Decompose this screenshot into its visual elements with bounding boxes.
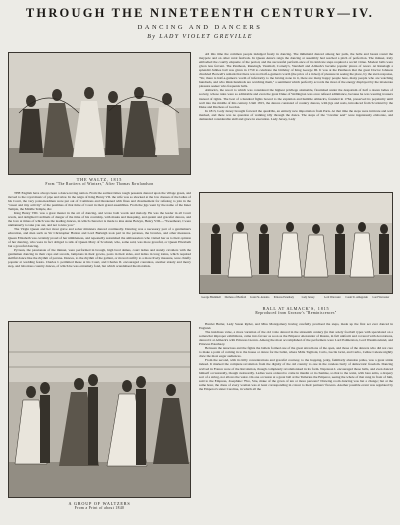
paragraph: Pyrrean, the passionate of the minuet, were performed in brough, high bred dames, court ladies and stately cavaliers with the gentlemen dancing in their caps and swords, lampions in their gowns, posts in their sides, and ladies in long trains, which required skillful dance like the rhythm of pavane. Dances, to the rhythm of the gallant, or moved swiftly to a more lively measure, were chiefly popular at wedding feasts. Charles I. permitted these at his Court, and Charles II. encouraged courantos, another stately and merry step, and laborious country dances, of which he was extremely fond, but which scandalised the moralists. (8, 247, 191, 268)
article-byline: By LADY VIOLET GREVILLE (147, 34, 253, 40)
article-column-right-bottom (199, 322, 393, 518)
waltzers-caption-credit: From a Print of about 1840 (74, 506, 125, 510)
figure-name: Count St. Aldegonde (345, 296, 368, 299)
figure-name: Count St. Antonio (249, 296, 270, 299)
paragraph: The insidious valse, a more variation of the old volte danced in the sixteenth century (in that solely football types with speculated on a somewhat improper exhibitions, came into favour as soon as the Emperor Alexander of Russia, in full uniform and covered with decorations, danced it at Almack's with Princess Lieven. Among the most accomplished of the performers were Lord Palmerston, Lord Westmoreland, and Princess Esterhazy. (199, 330, 393, 347)
paragraph: Between the tenacious and the fights the ballets formed one of the great attractions of the open, and those of the dancers who did not care to make a point of coming in to the house or dance for the ballet, where Mdle Taglioni, Carlo, Lucile Grisi, and Cerito, Celine Celeste nightly drew the most eager audiences. (199, 346, 393, 359)
paragraph: THE English have always been a dance-loving nation. From the earliest times rough peasants danced upon the village green, and moved to the royal music of pipe and tabor. In the reign of King Henry VII. the wife was so shocked at the low dresses of the ladies of his Court, the very poles-headmen were put out of Commons and threatened with fines and chastisement for refusing to join in the "sweet and tiny activity" of the pastimes of that time of Court in their grand assemblies. From the jigs went by the name of the Inner Temple, the Middle Temple, &c. (8, 191, 191, 212)
paragraph: From the second, with its hilly concentrations and graceful courtesy, to the hopping, jerky, familiarly abandon polka, was a great stride indeed. It marked the complete revolution from the dignity of the old country to one in the careless burly of democratic freedom. Dancing revived in France were of the Revolution, though completely revolutionised in its form. Napoleon I. encouraged those balls, and even danced himself occasionally, though awkwardly. Ladies were ordered to come in muslin or in chemise, so that to the waist, with bare arms, a drapery sort of a string, not allows the waist. On one occasion at a great ball at the Tuileries the Emperor, seeing the whole of that rung in front of him, said to the Empress, Josephine: 'Fire, Sire, make of the gown of ten or more persons!' Drawing room dancing was but a change; but at the same hour, the dress of every woman was at least corresponding in colour to their partners' flowers. Another possible event was regulated by the Emperor's sister Caroline, in which all the (199, 358, 393, 391)
waltzers-caption: A GROUP OF WALTZERS (68, 501, 131, 506)
waltz-caption: THE WALTZ, 1815 (76, 177, 123, 182)
figure-name: Lady Jersey (301, 296, 315, 299)
paragraph: The Virgin Queen and her most grave and sober ministers danced continually. Dancing was a necessary part of a gentleman's education, and men such as Sir Christopher Hatton and Lord Burleigh took part in the pavanes, the brawles, and other measures. Queen Elizabeth was certainly proud of her nimbleness, and repeatedly astonished the ambassadors who visited her as to their opinion of her dancing, who were in fact obliged to talk of Queen Mary of Scotland, who, some said, was more graceful, or Queen Elizabeth but a graceful dancing. (8, 227, 191, 248)
figure-name: George Brummell (201, 296, 221, 299)
paragraph: King Henry VIII. was a great master in the art of dancing, and wrote both words and melody. He was the leader in all Court revels, and delighted Cardinals of danger of the time of his courtship, with masks and masquing, and quaint and graceful dances, and the love at times of which was the leading dances, in which character is made to kiss Anne Boleyn, Henry VIII.—"Sweetheart, I were unmannerly to take you out, and not to kiss you." (8, 211, 191, 228)
figure-name: Lord Worcester (324, 296, 341, 299)
waltz-illustration (8, 52, 191, 175)
figure-name: Duchess of Bedford (224, 296, 247, 299)
page-title: THROUGH THE NINETEENTH CENTURY—IV. (25, 6, 375, 20)
paragraph: Almack's, the resort to which was considered the highest privilege attainable, flourished under the despotism of half a dozen ladies of society, whose rules were so admirable and even the great Duke of Wellington was once refused admittance, because he was wearing trousers instead of tights. The best of a hundred fights bowed to the expiation and humble Almack's, founded in 1764, preserved its popularity until well into the middle of this century. Until 1815, the dances consisted of country dances, with jigs and reels, introduced from Scotland by the Duke and Duchess of Gordon. (199, 88, 393, 109)
waltzers-illustration (8, 321, 191, 498)
figure-name: Lord Worcester (372, 296, 390, 299)
paragraph: Harriet Butler, Lady Susan Ryder, and Miss Montgomery having carefully practised the steps, made up the first set ever danced in England. (199, 322, 393, 331)
figure-name: Princess Esterhazy (273, 296, 294, 299)
almacks-figure-names (199, 296, 393, 299)
almacks-caption: BALL AT ALMACK'S, 1815 (262, 306, 330, 311)
article-subtitle: DANCING AND DANCERS (137, 24, 263, 31)
waltz-caption-credit: From "The Rurtiers of Wintzer," After Thomas Rowlandson (45, 182, 154, 186)
paragraph: All this time the common people indulged freely in dancing. The milkmaid danced among her pails, the belle and beaux round the maypole and on other rural festivals. In Queen Anne's reign the dancing at assembly had reached a pitch of perfection. The minuet, truly embodied the courtly etiquette of the period, and the successful perform-ance of its intricate steps required a social virtue. Modest balls were given less fervent. The Pantheon, Ranelagh, Vauxhall, Cornely's, Vauxhall and Almack's became popular places of resort. At Ranelagh a splendid Jubilee ball was given in 1759 to celebrate the birthday of King George III. It was at the Pantheon that the great Doctor Johnson chuckled Boswell's remark that there was not half-a-guinea's worth (the price of a ticket) of pleasure in seeing the place, by the stern response, "Sir, there is half-a-guinea's worth of inferiority to me having none in it, there are many happy people here, many people who are watching hundreds, and who think hundreds are watching them," a sentiment which perfectly accords the most of the energy displayed by the inveterate pleasure seeker who frequents balls. (199, 52, 393, 89)
article-column-left-middle (8, 191, 191, 314)
almacks-ball-illustration (199, 192, 393, 294)
article-column-right-top (199, 52, 393, 184)
almacks-caption-credit: Reproduced from Gronow's "Reminiscences" (255, 311, 337, 315)
paragraph: In 1813, Lady Jersey brought forward the quadrille, an entirely new importation from Paris. At that time the steps were intricate and well marked, and there was no question of walking idly through the dance. The steps of the "cavalier seul" were ingeniously elaborate, and demanded considerable skill and grace in execution. Lady Jersey, Lady (199, 108, 393, 121)
